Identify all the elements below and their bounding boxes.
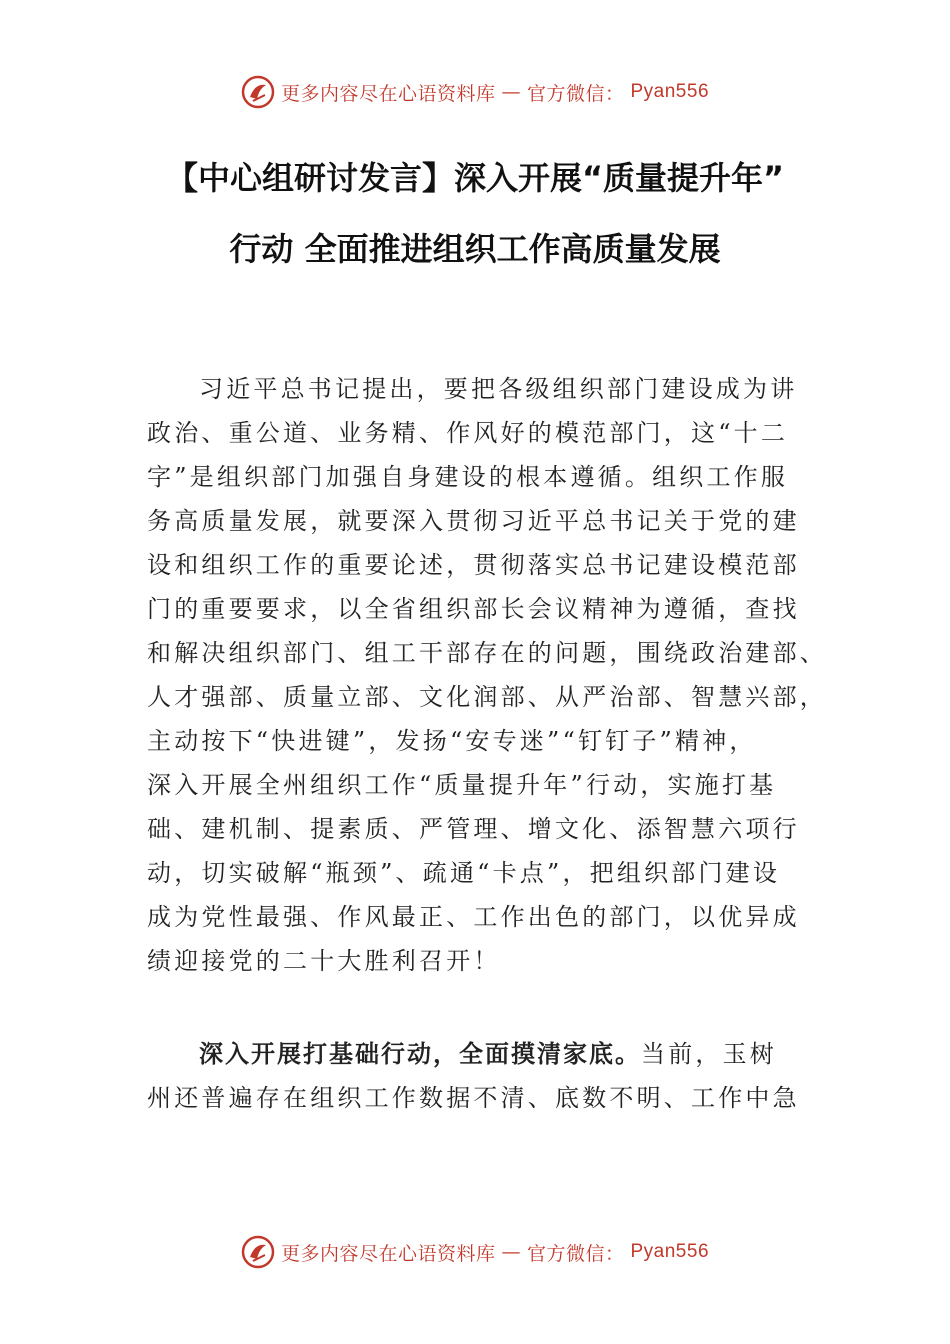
paragraph-line: 习近平总书记提出，要把各级组织部门建设成为讲 bbox=[199, 375, 798, 403]
paragraph-2 bbox=[147, 1032, 807, 1120]
paragraph-line: 动，切实破解“瓶颈”、疏通“卡点”，把组织部门建设 bbox=[147, 859, 781, 887]
paragraph-line: 字”是组织部门加强自身建设的根本遵循。组织工作服 bbox=[147, 463, 789, 491]
paragraph-line: 础、建机制、提素质、严管理、增文化、添智慧六项行 bbox=[147, 815, 800, 843]
watermark-wechat-label: 官方微信： bbox=[526, 82, 625, 105]
paragraph-1 bbox=[147, 367, 827, 983]
watermark-footer bbox=[0, 1232, 950, 1272]
paragraph-line: 设和组织工作的重要论述，贯彻落实总书记建设模范部 bbox=[147, 551, 800, 579]
paragraph-line bbox=[147, 1032, 807, 1076]
watermark-wechat-label: 官方微信： bbox=[526, 1242, 625, 1265]
paragraph-line-rest: 当前，玉树 bbox=[641, 1040, 777, 1068]
watermark-separator: — bbox=[501, 1241, 521, 1263]
paragraph-line: 政治、重公道、业务精、作风好的模范部门，这“十二 bbox=[147, 419, 789, 447]
document-title-line-1: 【中心组研讨发言】深入开展“质量提升年” bbox=[165, 159, 785, 197]
watermark-header bbox=[0, 72, 950, 112]
paragraph-line: 人才强部、质量立部、文化润部、从严治部、智慧兴部， bbox=[147, 683, 827, 711]
watermark-wechat-id: Pyan556 bbox=[630, 1241, 710, 1262]
watermark-separator: — bbox=[501, 81, 521, 103]
brand-logo-icon bbox=[241, 1235, 275, 1269]
document-title-line-2: 行动 全面推进组织工作高质量发展 bbox=[229, 230, 721, 268]
paragraph-line: 州还普遍存在组织工作数据不清、底数不明、工作中急 bbox=[147, 1084, 800, 1112]
paragraph-line: 务高质量发展，就要深入贯彻习近平总书记关于党的建 bbox=[147, 507, 800, 535]
paragraph-line: 和解决组织部门、组工干部存在的问题，围绕政治建部、 bbox=[147, 639, 827, 667]
brand-logo-icon bbox=[241, 75, 275, 109]
watermark-site-name: 更多内容尽在心语资料库 bbox=[280, 82, 496, 105]
paragraph-line: 深入开展全州组织工作“质量提升年”行动，实施打基 bbox=[147, 771, 777, 799]
paragraph-line: 成为党性最强、作风最正、工作出色的部门，以优异成 bbox=[147, 903, 800, 931]
watermark-site-name: 更多内容尽在心语资料库 bbox=[280, 1242, 496, 1265]
paragraph-line: 主动按下“快进键”，发扬“安专迷”“钉钉子”精神， bbox=[147, 727, 757, 755]
paragraph-line: 绩迎接党的二十大胜利召开！ bbox=[147, 947, 501, 975]
paragraph-lead-heading: 深入开展打基础行动，全面摸清家底。 bbox=[199, 1040, 641, 1068]
paragraph-line: 门的重要要求，以全省组织部长会议精神为遵循，查找 bbox=[147, 595, 800, 623]
watermark-wechat-id: Pyan556 bbox=[630, 81, 710, 102]
